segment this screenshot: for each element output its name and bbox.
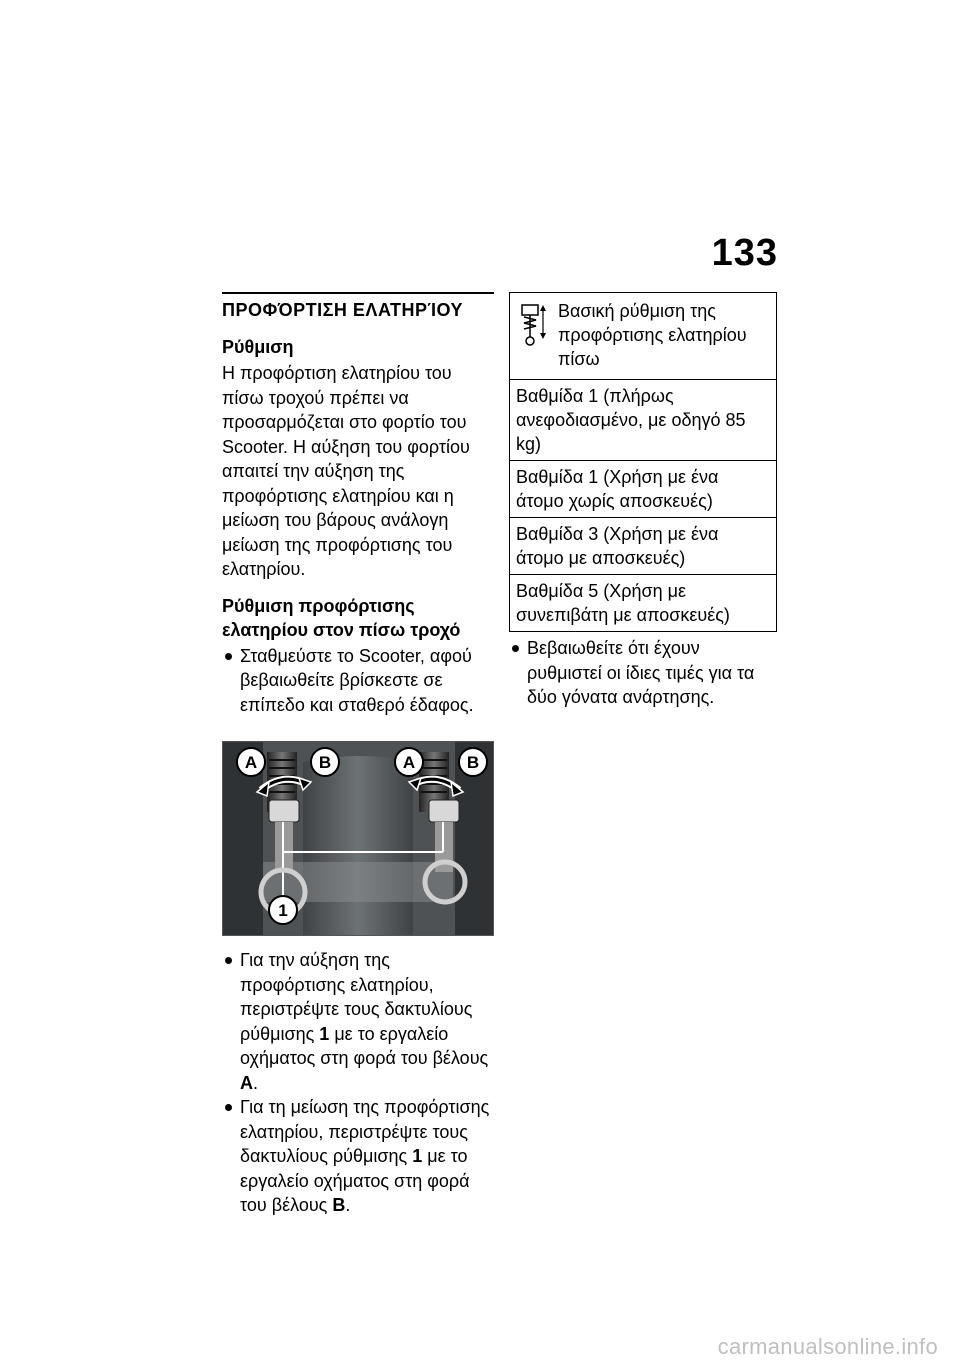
heading-adjustment: Ρύθμιση <box>222 337 294 357</box>
page-number: 133 <box>711 232 778 274</box>
bullet-decrease-mid: με το εργαλείο οχήματος στη φορά του βέλους <box>240 1146 470 1215</box>
bullet-increase-ref1: 1 <box>319 1023 330 1044</box>
section-title: ΠΡΟΦΌΡΤΙΣΗ ΕΛΑΤΗΡΊΟΥ <box>222 300 463 320</box>
left-column <box>222 292 494 1218</box>
watermark: carmanualsonline.info <box>717 1334 938 1359</box>
bullet-decrease-text: Για τη μείωση της προφόρτισης ελατηρίου, περιστρέψτε τους δακτυλίους ρύθμισης <box>240 1097 490 1166</box>
preload-settings-table <box>509 292 777 632</box>
label-a-right: A <box>402 753 416 772</box>
intro-paragraph: Η προφόρτιση ελατηρίου του πίσω τροχού πρέπει να προσαρμόζεται στο φορτίο του Scooter. Η αύξηση του φορτίου απαιτεί την αύξηση της προφόρτισης ελατηρίου και η μείωση του βάρους ανάλογη μείωση της προφόρτισης του ελατηρίου. <box>222 363 470 579</box>
bullet-park: Σταθμεύστε το Scooter, αφού βεβαιωθείτε βρίσκεστε σε επίπεδο και σταθερό έδαφος. <box>222 644 494 718</box>
bullet-increase-ref2: A <box>240 1072 253 1093</box>
shock-absorber-icon <box>516 299 554 353</box>
label-1: 1 <box>278 901 288 920</box>
section-rule <box>222 292 494 294</box>
bullet-decrease-ref2: B <box>332 1195 346 1215</box>
table-cell: Βαθμίδα 1 (πλήρως ανεφοδιασμένο, με οδηγό 85 kg) <box>510 380 777 461</box>
suspension-photo <box>222 741 494 936</box>
table-cell: Βαθμίδα 3 (Χρήση με ένα άτομο με αποσκευές) <box>510 518 777 575</box>
label-b-left: B <box>318 753 332 772</box>
suspension-illustration <box>223 742 493 935</box>
bullet-increase <box>222 948 494 1095</box>
heading-rear-line1: Ρύθμιση προφόρτισης <box>222 595 415 616</box>
heading-rear-adjustment <box>222 594 494 642</box>
bullet-increase-text: Για την αύξηση της προφόρτισης ελατηρίου, περιστρέψτε τους δακτυλίους ρύθμισης <box>240 950 473 1044</box>
table-header-row <box>510 293 777 380</box>
table-row <box>510 461 777 518</box>
table-row <box>510 380 777 461</box>
label-a-left: A <box>244 753 258 772</box>
bullet-list-1 <box>222 644 494 718</box>
bullet-list-2 <box>222 948 494 1218</box>
table-row <box>510 575 777 632</box>
bullet-increase-mid: με το εργαλείο οχήματος στη φορά του βέλους <box>240 1023 489 1068</box>
table-row <box>510 518 777 575</box>
table-header-cell <box>510 293 777 380</box>
bullet-decrease-ref1: 1 <box>412 1146 423 1166</box>
bullet-decrease-end: . <box>345 1195 351 1215</box>
heading-rear-line2: ελατηρίου στον πίσω τροχό <box>222 619 461 640</box>
bullet-verify: Βεβαιωθείτε ότι έχουν ρυθμιστεί οι ίδιες τιμές για τα δύο γόνατα ανάρτησης. <box>509 636 777 710</box>
bullet-decrease <box>222 1095 494 1218</box>
table-cell: Βαθμίδα 1 (Χρήση με ένα άτομο χωρίς αποσκευές) <box>510 461 777 518</box>
table-cell: Βαθμίδα 5 (Χρήση με συνεπιβάτη με αποσκευές) <box>510 575 777 632</box>
bullet-list-3 <box>509 636 777 710</box>
table-header-text: Βασική ρύθμιση της προφόρτισης ελατηρίου πίσω <box>558 301 747 369</box>
bullet-increase-end: . <box>253 1072 259 1093</box>
right-column <box>509 292 777 710</box>
label-b-right: B <box>466 753 480 772</box>
